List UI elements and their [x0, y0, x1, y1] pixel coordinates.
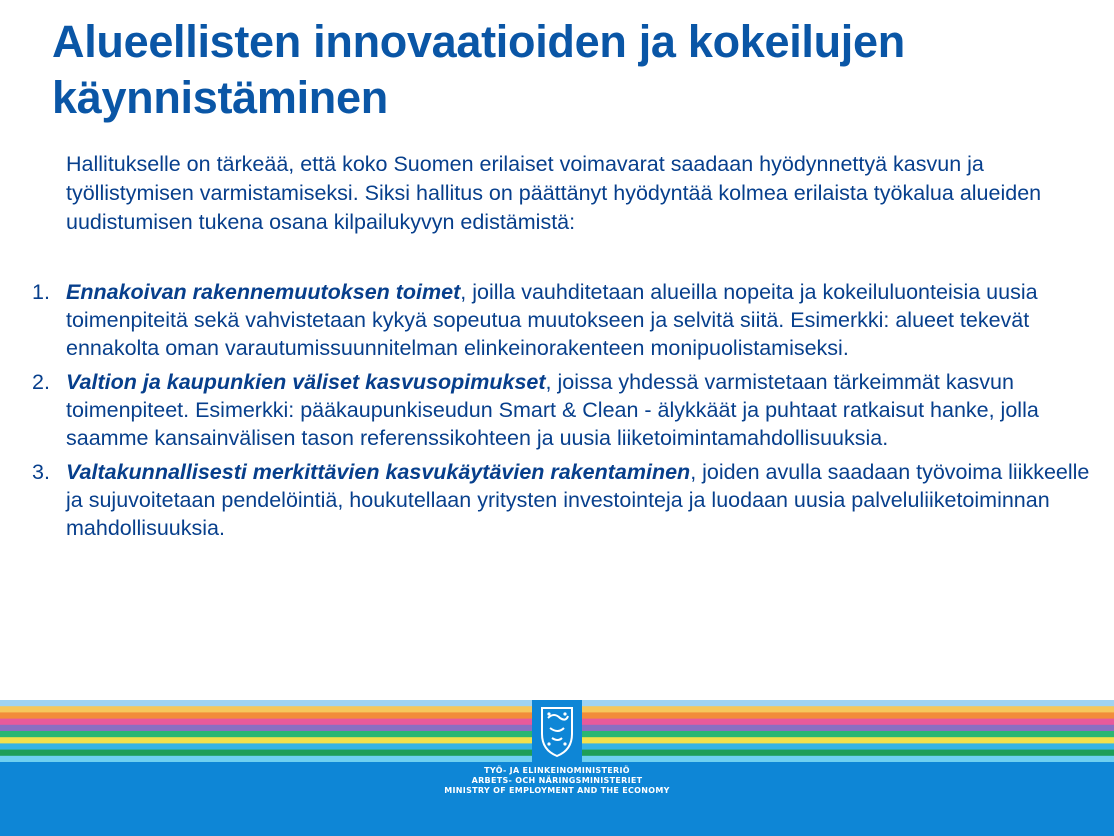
list-number: 2.	[32, 370, 50, 394]
list-item-3	[32, 458, 1092, 542]
ministry-name-fi: TYÖ- JA ELINKEINOMINISTERIÖ	[484, 766, 630, 775]
ministry-name-en: MINISTRY OF EMPLOYMENT AND THE ECONOMY	[444, 786, 670, 795]
list-number: 1.	[32, 280, 50, 304]
list-item-text: , joiden avulla saadaan työvoima liikkeelle ja sujuvoitetaan pendelöintiä, houkutellaan yritysten investointeja ja luodaan uusia palveluliiketoiminnan mahdollisuuksia.	[66, 460, 1090, 540]
list-item-emphasis: Valtion ja kaupunkien väliset kasvusopimukset	[66, 370, 546, 394]
list-item-1	[32, 278, 1092, 362]
slide-title: Alueellisten innovaatioiden ja kokeilujen käynnistäminen	[52, 16, 905, 123]
list-item-text: , joissa yhdessä varmistetaan tärkeimmät kasvun toimenpiteet. Esimerkki: pääkaupunkiseudun Smart & Clean - älykkäät ja puhtaat ratkaisut hanke, jolla saamme kansainvälisen tason referenssikohteen ja uusia liiketoimintamahdollisuuksia.	[66, 370, 1039, 450]
list-item-emphasis: Ennakoivan rakennemuutoksen toimet	[66, 280, 461, 304]
ministry-name-sv: ARBETS- OCH NÄRINGSMINISTERIET	[471, 776, 643, 785]
list-item-text: , joilla vauhditetaan alueilla nopeita ja kokeiluluonteisia uusia toimenpiteitä sekä vahvistetaan kykyä sopeutua muutokseen ja selvitä siitä. Esimerkki: alueet tekevät ennakolta oman varautumissuunnitelman elinkeinorakenteen monipuolistamiseksi.	[66, 280, 1038, 360]
numbered-list	[32, 278, 1092, 548]
list-number: 3.	[32, 460, 50, 484]
intro-paragraph: Hallitukselle on tärkeää, että koko Suomen erilaiset voimavarat saadaan hyödynnettyä kasvun ja työllistymisen varmistamiseksi. Siksi hallitus on päättänyt hyödyntää kolmea erilaista työkalua alueiden uudistumisen tukena osana kilpailukyvyn edistämistä:	[66, 152, 1042, 234]
ministry-name	[0, 766, 1114, 796]
finnish-lion-crest-icon	[532, 700, 582, 762]
list-item-emphasis: Valtakunnallisesti merkittävien kasvukäytävien rakentaminen	[66, 460, 691, 484]
list-item-2	[32, 368, 1092, 452]
footer-band	[0, 700, 1114, 836]
